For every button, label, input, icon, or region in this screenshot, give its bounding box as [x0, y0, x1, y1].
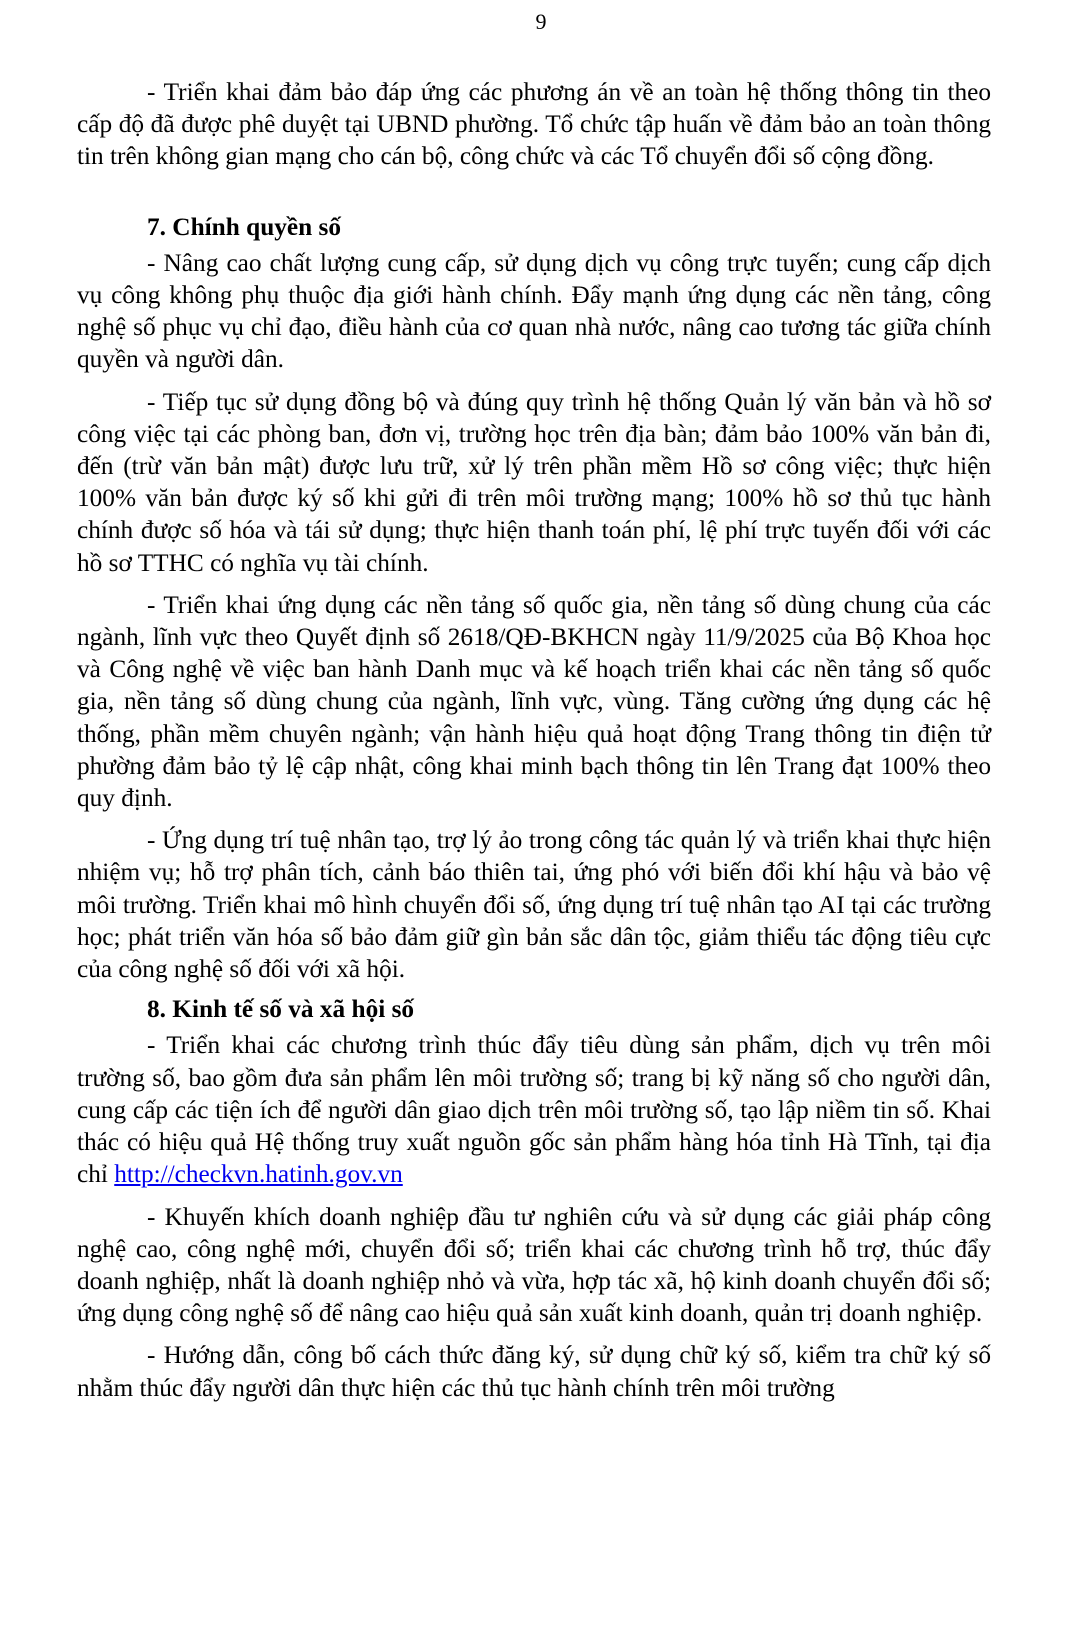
- paragraph-business-support: - Khuyến khích doanh nghiệp đầu tư nghiên cứu và sử dụng các giải pháp công nghệ cao, công nghệ mới, chuyển đổi số; triển khai các chương trình hỗ trợ, thúc đẩy doanh nghiệp, nhất là doanh nghiệp nhỏ và vừa, hợp tác xã, hộ kinh doanh chuyển đổi số; ứng dụng công nghệ số để nâng cao hiệu quả sản xuất kinh doanh, quản trị doanh nghiệp.: [77, 1202, 991, 1328]
- section-heading-digital-government: 7. Chính quyền số: [147, 212, 342, 241]
- paragraph-ai-application: - Ứng dụng trí tuệ nhân tạo, trợ lý ảo trong công tác quản lý và triển khai thực hiện nhiệm vụ; hỗ trợ phân tích, cảnh báo thiên tai, ứng phó với biến đổi khí hậu và bảo vệ môi trường. Triển khai mô hình chuyển đổi số, ứng dụng trí tuệ nhân tạo AI tại các trường học; phát triển văn hóa số bảo đảm giữ gìn bản sắc dân tộc, giảm thiểu tác động tiêu cực của công nghệ số đối với xã hội.: [77, 826, 991, 984]
- paragraph-digital-consumption: [77, 1029, 991, 1190]
- section-heading-digital-economy-society: 8. Kinh tế số và xã hội số: [147, 995, 415, 1024]
- paragraph-public-services: - Nâng cao chất lượng cung cấp, sử dụng dịch vụ công trực tuyến; cung cấp dịch vụ công không phụ thuộc địa giới hành chính. Đẩy mạnh ứng dụng các nền tảng, công nghệ số phục vụ chỉ đạo, điều hành của cơ quan nhà nước, nâng cao tương tác giữa chính quyền và người dân.: [77, 248, 991, 374]
- paragraph-digital-consumption-text: - Triển khai các chương trình thúc đẩy tiêu dùng sản phẩm, dịch vụ trên môi trường số, bao gồm đưa sản phẩm lên môi trường số; trang bị kỹ năng số cho người dân, cung cấp các tiện ích để người dân giao dịch trên môi trường số, tạo lập niềm tin số. Khai thác có hiệu quả Hệ thống truy xuất nguồn gốc sản phẩm hàng hóa tỉnh Hà Tĩnh, tại địa chỉ: [77, 1031, 991, 1189]
- paragraph-document-management: - Tiếp tục sử dụng đồng bộ và đúng quy trình hệ thống Quản lý văn bản và hồ sơ công việc tại các phòng ban, đơn vị, trường học trên địa bàn; đảm bảo 100% văn bản đi, đến (trừ văn bản mật) được lưu trữ, xử lý trên phần mềm Hồ sơ công việc; thực hiện 100% văn bản được ký số khi gửi đi trên môi trường mạng; 100% hồ sơ thủ tục hành chính được số hóa và tái sử dụng; thực hiện thanh toán phí, lệ phí trực tuyến đối với các hồ sơ TTHC có nghĩa vụ tài chính.: [77, 387, 991, 577]
- paragraph-national-platforms: - Triển khai ứng dụng các nền tảng số quốc gia, nền tảng số dùng chung của các ngành, lĩnh vực theo Quyết định số 2618/QĐ-BKHCN ngày 11/9/2025 của Bộ Khoa học và Công nghệ về việc ban hành Danh mục và kế hoạch triển khai các nền tảng số quốc gia, nền tảng số dùng chung của ngành, lĩnh vực, vùng. Tăng cường ứng dụng các hệ thống, phần mềm chuyên ngành; vận hành hiệu quả hoạt động Trang thông tin điện tử phường đảm bảo tỷ lệ cập nhật, công khai minh bạch thông tin lên Trang đạt 100% theo quy định.: [77, 590, 991, 813]
- document-body: [77, 76, 991, 1404]
- checkvn-link[interactable]: http://checkvn.hatinh.gov.vn: [114, 1160, 403, 1189]
- paragraph-digital-signature: - Hướng dẫn, công bố cách thức đăng ký, sử dụng chữ ký số, kiểm tra chữ ký số nhằm thúc đẩy người dân thực hiện các thủ tục hành chính trên môi trường: [77, 1341, 991, 1402]
- paragraph-security-training: - Triển khai đảm bảo đáp ứng các phương án về an toàn hệ thống thông tin theo cấp độ đã được phê duyệt tại UBND phường. Tổ chức tập huấn về đảm bảo an toàn thông tin trên không gian mạng cho cán bộ, công chức và các Tổ chuyển đổi số cộng đồng.: [77, 78, 991, 171]
- page-number: 9: [535, 9, 547, 34]
